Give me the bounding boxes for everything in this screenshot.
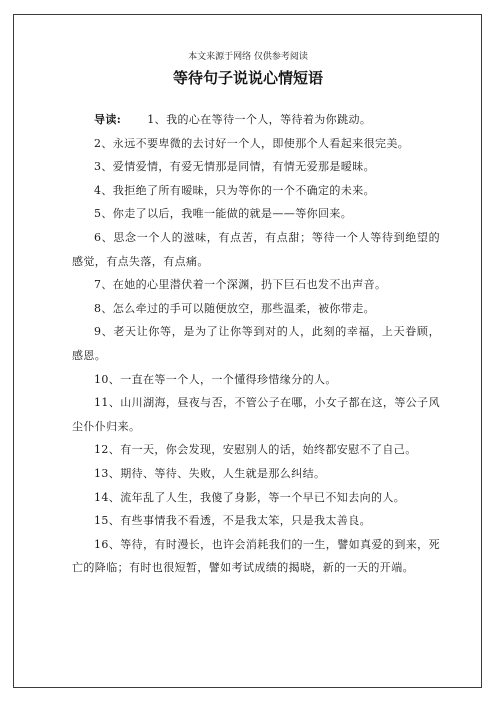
source-note: 本文来源于网络 仅供参考阅读 [188,52,308,62]
list-item: 3、爱情爱情，有爱无情那是同情，有情无爱那是暧昧。 [94,160,375,174]
list-item: 9、老天让你等，是为了让你等到对的人，此刻的幸福，上天眷顾，感恩。 [72,325,440,362]
list-item: 8、怎么牵过的手可以随便放空，那些温柔，被你带走。 [94,301,375,315]
list-item: 10、一直在等一个人，一个懂得珍惜缘分的人。 [94,372,337,386]
list-item: 6、思念一个人的滋味，有点苦，有点甜；等待一个人等待到绝望的感觉，有点失落，有点痛。 [72,230,440,268]
list-item: 13、期待、等待、失败，人生就是那么纠结。 [94,466,326,480]
list-item: 11、山川湖海，昼夜与否，不管公子在哪，小女子都在这，等公子风尘仆仆归来。 [72,396,440,433]
intro-text: 1、我的心在等待一个人，等待着为你跳动。 [147,113,372,126]
list-item: 4、我拒绝了所有暧昧，只为等你的一个不确定的未来。 [94,183,375,197]
intro-paragraph [72,108,440,132]
list-item: 14、流年乱了人生，我傻了身影，等一个早已不知去向的人。 [94,490,406,504]
list-item: 5、你走了以后，我唯一能做的就是——等你回来。 [94,207,353,221]
document-title: 等待句子说说心情短语 [172,69,323,87]
intro-label: 导读: [94,113,122,126]
list-item: 2、永远不要卑微的去讨好一个人，即使那个人看起来很完美。 [94,136,410,150]
list-item: 12、有一天，你会发现，安慰别人的话，始终都安慰不了自己。 [94,443,417,457]
list-item: 15、有些事情我不看透，不是我太笨，只是我太善良。 [94,514,371,528]
document-body [72,108,440,580]
list-item: 7、在她的心里潜伏着一个深渊，扔下巨石也发不出声音。 [94,278,387,292]
list-item: 16、等待，有时漫长，也许会消耗我们的一生，譬如真爱的到来，死亡的降临；有时也很短暂，譬如考试成绩的揭晓，新的一天的开端。 [72,537,440,575]
